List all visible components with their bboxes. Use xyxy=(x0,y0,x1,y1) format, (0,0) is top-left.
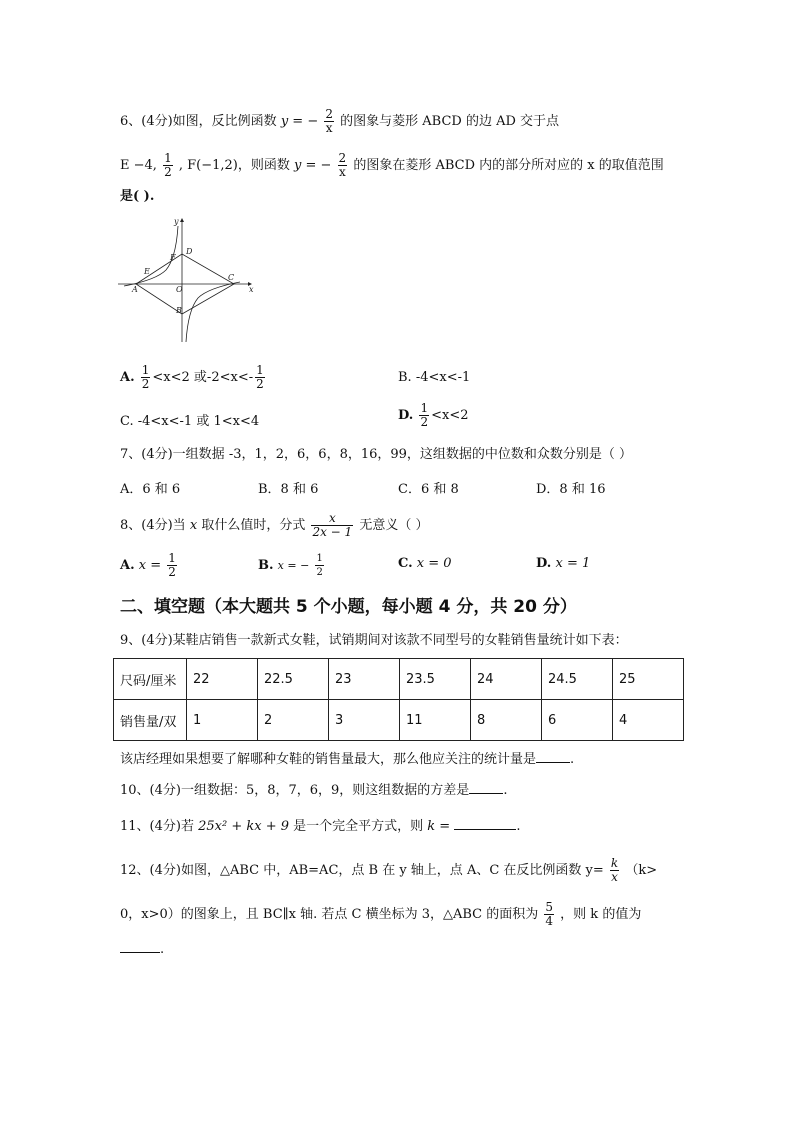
answer-blank[interactable] xyxy=(454,817,516,830)
q6-option-b[interactable]: B. -4<x<-1 xyxy=(398,370,471,385)
q6-line1 xyxy=(120,108,559,135)
q6-option-d[interactable]: D. $\frac{1}{2}$ <x<2 xyxy=(398,401,469,429)
q6-function-fraction: $\frac{2}{x}$ xyxy=(325,107,334,135)
q7-option-b[interactable]: B．8 和 6 xyxy=(258,482,319,497)
q10-stem: 10、(4分)一组数据：5，8，7，6，9，则这组数据的方差是 . xyxy=(120,783,508,798)
q8-fraction: $\frac{x}{2x - 1}$ xyxy=(312,511,353,539)
point-e-fraction: $\frac{1}{2}$ xyxy=(164,151,172,179)
label-e: E xyxy=(144,267,150,276)
q6-function2-fraction: $\frac{2}{x}$ xyxy=(338,151,347,179)
label-x: x xyxy=(249,285,254,294)
q8-option-c[interactable]: C. x = 0 xyxy=(398,556,452,571)
q7-option-a[interactable]: A．6 和 6 xyxy=(120,482,181,497)
q12-answer: . xyxy=(120,940,164,959)
table-header-size: 尺码/厘米 xyxy=(114,659,187,700)
q6-line2: E −4, $\frac{1}{2}$ , F(−1,2)，则函数 y = − $\frac{2}{x}$ 的图象在菱形 ABCD 内的部分所对应的 x 的取值范围 xyxy=(120,151,664,179)
answer-blank[interactable] xyxy=(469,781,503,794)
q6-line3: 是( ). xyxy=(120,189,155,204)
q7-stem: 7、(4分)一组数据 -3，1，2，6，6，8，16，99，这组数据的中位数和众数分别是（ ） xyxy=(120,447,633,462)
answer-blank[interactable] xyxy=(536,750,570,763)
label-o: O xyxy=(176,285,183,294)
table-cell: 6 xyxy=(542,700,613,741)
point-e-label: E xyxy=(120,158,130,173)
q12-line1: 12、(4分)如图，△ABC 中，AB=AC，点 B 在 y 轴上，点 A、C 在反比例函数 y= $\frac{k}{x}$ （k> xyxy=(120,856,658,884)
table-cell: 22 xyxy=(187,659,258,700)
shoe-sales-table xyxy=(113,658,684,741)
q6-option-a[interactable]: A. $\frac{1}{2}$ <x<2 或-2<x<- $\frac{1}{2}$ xyxy=(120,363,264,391)
table-row-counts xyxy=(114,700,684,741)
label-c: C xyxy=(228,273,235,282)
label-y: y xyxy=(174,217,179,226)
table-cell: 23.5 xyxy=(400,659,471,700)
table-cell: 3 xyxy=(329,700,400,741)
q11-stem: 11、(4分)若 25x² + kx + 9 是一个完全平方式，则 k = . xyxy=(120,819,521,834)
label-d: D xyxy=(186,247,193,256)
q8-option-d[interactable]: D. x = 1 xyxy=(536,556,591,571)
hyperbola-branch-right xyxy=(186,282,240,342)
q9-stem: 9、(4分)某鞋店销售一款新式女鞋，试销期间对该款不同型号的女鞋销售量统计如下表： xyxy=(120,633,628,648)
y-axis-arrow xyxy=(180,218,184,222)
table-cell: 11 xyxy=(400,700,471,741)
table-cell: 22.5 xyxy=(258,659,329,700)
table-cell: 25 xyxy=(613,659,684,700)
q7-option-c[interactable]: C．6 和 8 xyxy=(398,482,459,497)
label-a: A xyxy=(132,285,138,294)
table-cell: 1 xyxy=(187,700,258,741)
table-cell: 2 xyxy=(258,700,329,741)
q7-option-d[interactable]: D．8 和 16 xyxy=(536,482,606,497)
rhombus-hyperbola-figure xyxy=(116,214,256,346)
table-cell: 24.5 xyxy=(542,659,613,700)
q6-stem-rest: 的图象与菱形 ABCD 的边 AD 交于点 xyxy=(340,114,560,129)
table-cell: 4 xyxy=(613,700,684,741)
q9-followup: 该店经理如果想要了解哪种女鞋的销售量最大，那么他应关注的统计量是 . xyxy=(120,752,575,767)
label-f: F xyxy=(170,253,176,262)
q8-option-b[interactable]: B. x = − $\frac{1}{2}$ xyxy=(258,553,323,578)
table-cell: 24 xyxy=(471,659,542,700)
table-header-count: 销售量/双 xyxy=(114,700,187,741)
q8-stem: 8、(4分)当 x 取什么值时，分式 $\frac{x}{2x - 1}$ 无意义（ ） xyxy=(120,511,429,539)
q6-function: y = − xyxy=(280,114,319,129)
q12-line2: 0，x>0）的图象上，且 BC∥x 轴. 若点 C 横坐标为 3，△ABC 的面积为 $\frac{5}{4}$ ，则 k 的值为 xyxy=(120,900,642,928)
label-b: B xyxy=(176,306,182,315)
table-cell: 8 xyxy=(471,700,542,741)
q8-option-a[interactable]: A. x = $\frac{1}{2}$ xyxy=(120,551,176,579)
answer-blank[interactable] xyxy=(120,940,160,953)
q6-option-c[interactable]: C. -4<x<-1 或 1<x<4 xyxy=(120,414,260,429)
point-f-text: , F(−1,2)，则函数 xyxy=(178,158,290,173)
q6-stem-start: 6、(4分)如图，反比例函数 xyxy=(120,114,277,129)
table-cell: 23 xyxy=(329,659,400,700)
section-2-title: 二、填空题（本大题共 5 个小题，每小题 4 分，共 20 分） xyxy=(120,597,577,617)
table-row-sizes xyxy=(114,659,684,700)
